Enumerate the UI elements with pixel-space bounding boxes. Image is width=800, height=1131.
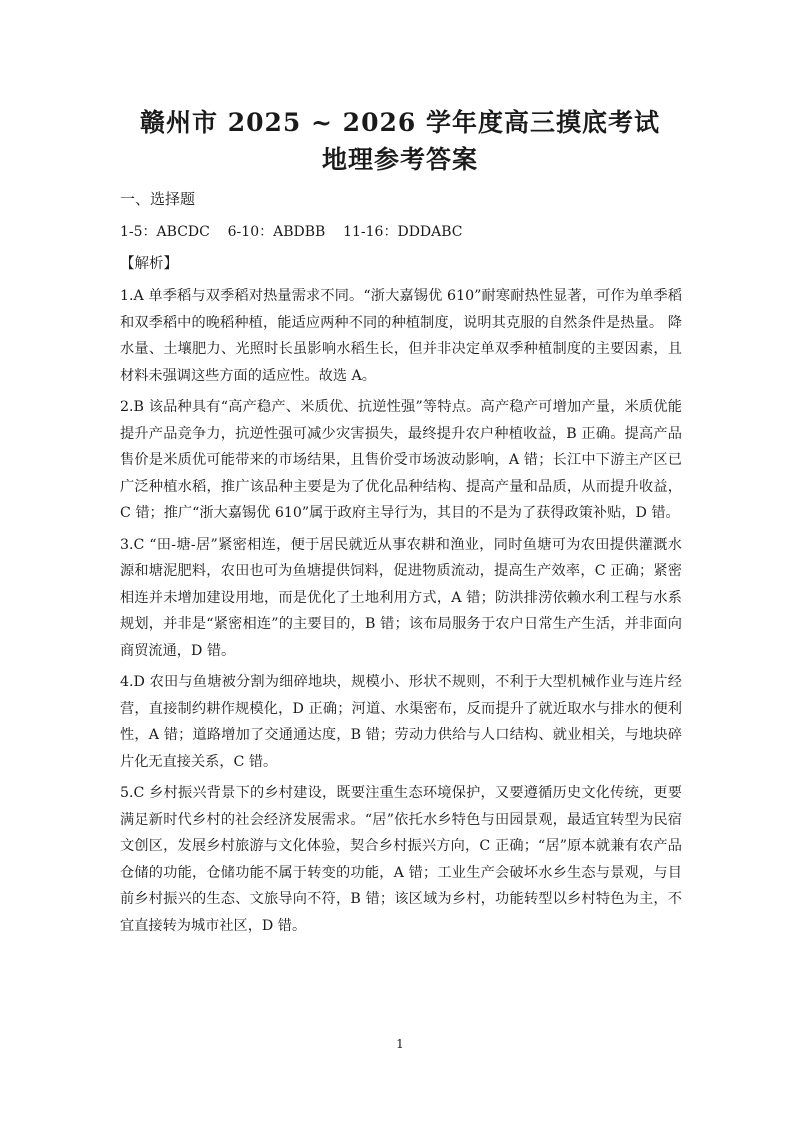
analysis-paragraph-4: 4.D 农田与鱼塘被分割为细碎地块，规模小、形状不规则，不利于大型机械作业与连片经营，直接制约耕作规模化，D 正确；河道、水渠密布，反而提升了就近取水与排水的便利性，A 错；道路增加了交通通达度，B 错；劳动力供给与人口结构、就业相关，与地块碎片化无直接关系，C 错。 xyxy=(120,674,682,770)
answer-key: 1-5：ABCDC 6-10：ABDBB 11-16：DDDABC xyxy=(120,224,463,240)
analysis-paragraph-5: 5.C 乡村振兴背景下的乡村建设，既要注重生态环境保护，又要遵循历史文化传统，更要满足新时代乡村的社会经济发展需求。“居”依托水乡特色与田园景观，最适宜转型为民宿文创区，发展乡村旅游与文化体验，契合乡村振兴方向，C 正确；“居”原本就兼有农产品仓储的功能，仓储功能不属于转变的功能，A 错；工业生产会破坏水乡生态与景观，与目前乡村振兴的生态、文旅导向不符，B 错；该区域为乡村，功能转型以乡村特色为主，不宜直接转为城市社区，D 错。 xyxy=(120,785,682,935)
analysis-paragraph-1: 1.A 单季稻与双季稻对热量需求不同。“浙大嘉锡优 610”耐寒耐热性显著，可作为单季稻和双季稻中的晚稻种植，能适应两种不同的种植制度，说明其克服的自然条件是热量。 降水量、土壤肥力、光照时长虽影响水稻生长，但并非决定单双季种植制度的主要因素，且材料未强调这些方面的适应性。故选 A。 xyxy=(120,288,682,384)
analysis-paragraph-2: 2.B 该品种具有“高产稳产、米质优、抗逆性强”等特点。高产稳产可增加产量，米质优能提升产品竞争力，抗逆性强可减少灾害损失，最终提升农户种植收益，B 正确。提高产品售价是米质优可能带来的市场结果，且售价受市场波动影响，A 错；长江中下游主产区已广泛种植水稻，推广该品种主要是为了优化品种结构、提高产量和品质，从而提升收益，C 错；推广“浙大嘉锡优 610”属于政府主导行为，其目的不是为了获得政策补贴，D 错。 xyxy=(120,398,682,522)
section-heading: 一、选择题 xyxy=(120,190,196,208)
page-subtitle: 地理参考答案 xyxy=(321,145,478,174)
analysis-paragraph-3: 3.C “田-塘-居”紧密相连，便于居民就近从事农耕和渔业，同时鱼塘可为农田提供灌溉水源和塘泥肥料，农田也可为鱼塘提供饲料，促进物质流动，提高生产效率，C 正确；紧密相连并未增加建设用地，而是优化了土地利用方式，A 错；防洪排涝依赖水利工程与水系规划，并非是“紧密相连”的主要目的，B 错；该布局服务于农户日常生产生活，并非面向商贸流通，D 错。 xyxy=(120,536,682,659)
page-number: 1 xyxy=(396,1037,404,1051)
analysis-body xyxy=(120,283,682,944)
page-title: 赣州市 2025 ~ 2026 学年度高三摸底考试 xyxy=(140,108,660,137)
analysis-heading: 【解析】 xyxy=(120,256,178,272)
